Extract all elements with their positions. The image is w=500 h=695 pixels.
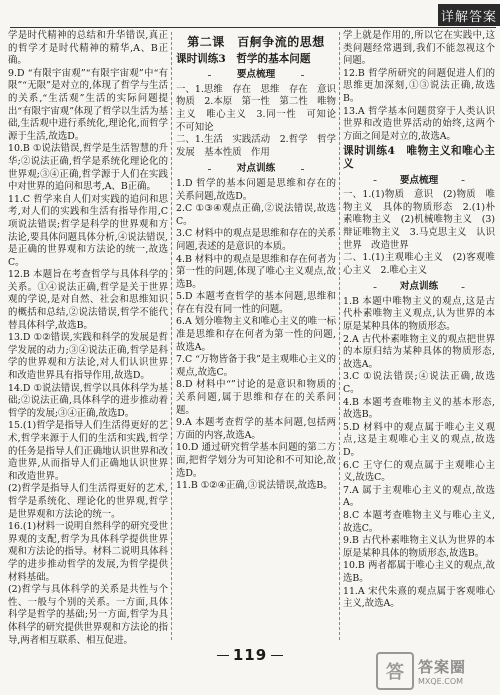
answer-item: 8.C 本题考查唯物主义与唯心主义,故选C。	[343, 509, 495, 534]
answer-item: 9.A 本题考查哲学的基本问题,包括两方面的内容,故选A。	[176, 417, 336, 441]
answer-item: 6.A 划分唯物主义和唯心主义的唯一标准是思维和存在何者为第一性的问题,故选A。	[176, 316, 336, 353]
section-title: 第二课 百舸争流的思想	[187, 35, 325, 49]
answer-item: 5.D 材料中的观点属于唯心主义观点,这是主观唯心主义的观点,故选D。	[343, 421, 495, 458]
answer-item: 7.C “万物皆备于我”是主观唯心主义的观点,故选C。	[176, 354, 336, 378]
answer-item: 6.C 王守仁的观点属于主观唯心主义,故选C。	[343, 459, 495, 484]
lesson-title: 课时训练4 唯物主义和唯心主义	[343, 145, 495, 170]
watermark-url: MXQE.COM	[418, 677, 464, 686]
answer-item: 10.B 两者都属于唯心主义的观点,故选B。	[343, 560, 495, 584]
col1-para: 16.(1)材料一说明自然科学的研究受世界观的支配,哲学为具体科学提供世界观和方法论的指导。材料二说明具体科学的进步推动哲学的发展,为哲学提供材料基础。	[8, 521, 168, 583]
header-rule	[10, 27, 496, 28]
col1-para: (2)哲学与具体科学的关系是共性与个性、一般与个别的关系。一方面,具体科学是哲学的基础;另一方面,哲学为具体科学的研究提供世界观和方法论的指导,两者相互联系、相互促进。	[8, 584, 168, 646]
answer-item: 2.A 古代朴素唯物主义的观点把世界的本原归结为某种具体的物质形态,故选A。	[343, 333, 495, 370]
exercise-heading: 对点训练	[176, 163, 336, 176]
key-points-heading: 要点梳理	[343, 175, 495, 188]
col1-para: 14.D ①说法错误,哲学以具体科学为基础;②说法正确,具体科学的进步推动着哲学的发展;③④正确,故选D。	[8, 382, 168, 419]
answer-item: 4.B 材料中的观点是思维和存在何者为第一性的问题,体现了唯心主义观点,故选B。	[176, 253, 336, 290]
answer-item: 5.D 本题考查哲学的基本问题,思维和存在有没有同一性的问题。	[176, 291, 336, 315]
lesson-title: 课时训练3 哲学的基本问题	[176, 52, 311, 65]
col3-para: 12.B 哲学所研究的问题促进人们的思维更加深刻,①③说法正确,故选B。	[343, 67, 495, 104]
col3-para: 学上就是作用的,所以它在实践中,这类问题经常遇到,我们不能忽视这个问题。	[343, 30, 495, 67]
answer-item: 9.B 古代朴素唯物主义认为世界的本原是某种具体的物质形态,故选B。	[343, 535, 495, 559]
watermark-text	[418, 656, 466, 686]
answer-item: 1.D 哲学的基本问题是思维和存在的关系问题,故选D。	[176, 177, 336, 202]
watermark	[376, 651, 496, 691]
col1-para: (2)哲学是指导人们生活得更好的艺术,哲学是系统化、理论化的世界观,哲学是世界观和方法论的统一。	[8, 483, 168, 520]
point-para: 一、1.(1)物质 意识 (2)物质 唯物主义 具体的物质形态 2.(1)朴素唯物主义 (2)机械唯物主义 (3)辩证唯物主义 3.马克思主义 认识世界 改造世界	[343, 189, 495, 251]
answer-item: 4.B 本题考查唯物主义的基本形态,故选B。	[343, 396, 495, 421]
exercise-heading: 对点训练	[343, 281, 495, 294]
column-1	[8, 30, 168, 646]
key-points-heading: 要点梳理	[176, 69, 336, 82]
answer-item: 10.D 通过研究哲学基本问题的第二方面,把哲学划分为可知论和不可知论,故选D。	[176, 442, 336, 479]
answer-item: 11.A 宋代朱熹的观点属于客观唯心主义,故选A。	[343, 585, 495, 610]
watermark-brand: 答案圈	[418, 658, 467, 676]
col1-para: 12.B 本题旨在考查哲学与具体科学的关系。①④说法正确,哲学是关于世界观的学说,是对自然、社会和思维知识的概括和总结,②说法错误,哲学不能代替具体科学,故选B。	[8, 269, 168, 331]
column-divider-1	[171, 32, 172, 640]
answer-item: 2.C ①③④观点正确,②说法错误,故选C。	[176, 203, 336, 227]
answer-item: 1.B 本题中唯物主义的观点,这是古代朴素唯物主义观点,认为世界的本原是某种具体的物质形态。	[343, 295, 495, 333]
answer-item: 3.C ①说法错误;④说法正确,故选C。	[343, 371, 495, 396]
column-3	[343, 30, 495, 642]
col1-para: 11.C 哲学来自人们对实践的追问和思考,对人们的实践和生活有指导作用,C项说法错误;哲学是科学的世界观和方法论,要具体问题具体分析,④说法错误,是正确的世界观和方法论的统一,故选C。	[8, 193, 168, 268]
answer-item: 8.D 材料中“”讨论的是意识和物质的关系问题,属于思维和存在的关系问题。	[176, 379, 336, 416]
watermark-stamp-icon: 答	[376, 652, 414, 690]
header-answer-tag: 详解答案	[438, 4, 500, 26]
col1-para: 10.B ①说法错误,哲学是生活智慧的升华;②说法正确,哲学是系统化理论化的世界观;③④正确,哲学源于人们在实践中对世界的追问和思考,A、B正确。	[8, 143, 168, 193]
col1-para: 13.D ①②错误,实践和科学的发展是哲学发展的动力;③④说法正确,哲学是科学的世界观和方法论,对人们认识世界和改造世界具有指导作用,故选D。	[8, 332, 168, 382]
col3-para: 13.A 哲学基本问题贯穿于人类认识世界和改造世界活动的始终,这两个方面之间是对立的,故选A。	[343, 105, 495, 142]
column-divider-2	[339, 32, 340, 640]
col1-para: 15.(1)哲学是指导人们生活得更好的艺术,哲学来源于人们的生活和实践,哲学的任务是指导人们正确地认识世界和改造世界,从而指导人们正确地认识世界和改造世界。	[8, 420, 168, 482]
answer-item: 11.B ①②④正确,③说法错误,故选B。	[176, 480, 333, 492]
col1-para: 9.D “有限宇宙观”“有限宇宙观”中“有限”“无限”是对立的,体现了哲学与生活的关系,“生活观”生活的实际问题提出“有限宇宙观”体现了哲学以生活为基础,生活观中进行系统化,理论化,而哲学源于生活,故选D。	[8, 67, 168, 142]
col1-para: 学是时代精神的总结和升华错误,真正的哲学才是时代精神的精华,A、B正确。	[8, 30, 168, 67]
point-para: 一、1.思维 存在 思维 存在 意识 物质 2.本原 第一性 第二性 唯物主义 唯心主义 3.同一性 可知论 不可知论	[176, 83, 346, 133]
column-2	[176, 30, 346, 642]
page-number: 119	[0, 646, 500, 664]
point-para: 二、1.(1)主观唯心主义 (2)客观唯心主义 2.唯心主义	[343, 252, 495, 276]
point-para: 二、1.生活 实践活动 2.哲学 哲学发展 基本性质 作用	[176, 134, 336, 158]
answer-item: 7.A 属于主观唯心主义的观点,故选A。	[343, 484, 495, 509]
answer-item: 3.C 材料中的观点是思维和存在的关系问题,表述的是意识的本质。	[176, 228, 336, 252]
